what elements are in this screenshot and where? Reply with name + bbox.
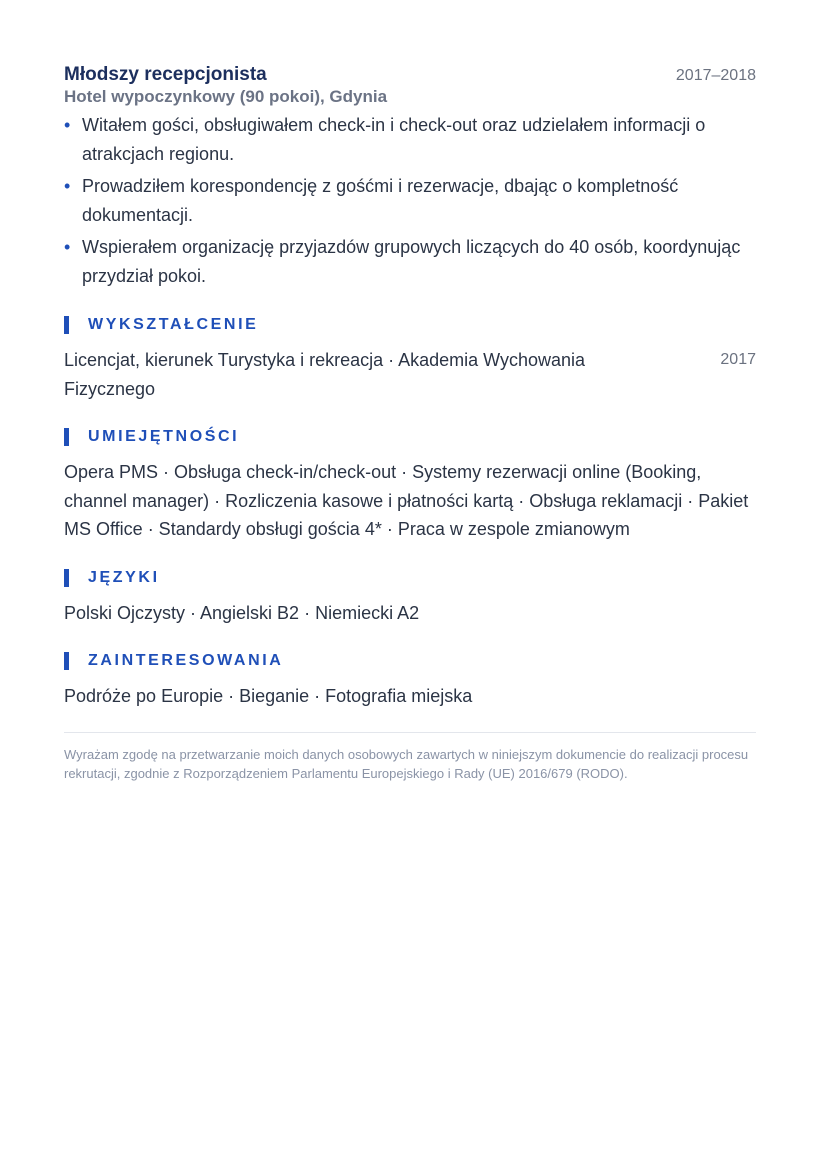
list-item: [64, 111, 756, 169]
bullet-text: Wspierałem organizację przyjazdów grupowych liczących do 40 osób, koordynując przydział pokoi.: [82, 237, 741, 286]
interests-text: Podróże po Europie · Bieganie · Fotografia miejska: [64, 686, 473, 706]
section-marker: [64, 569, 69, 587]
consent-clause: Wyrażam zgodę na przetwarzanie moich danych osobowych zawartych w niniejszym dokumencie do realizacji procesu rekrutacji, zgodnie z Rozporządzeniem Parlamentu Europejskiego i Rady (UE) 2016/679 (RODO).: [64, 746, 749, 781]
education-year: 2017: [720, 351, 756, 368]
section-header: [64, 315, 756, 335]
section-title: WYKSZTAŁCENIE: [88, 316, 259, 333]
languages-section: [64, 568, 756, 628]
section-title: ZAINTERESOWANIA: [88, 652, 284, 669]
section-marker: [64, 652, 69, 670]
languages-text: Polski Ojczysty · Angielski B2 · Niemiecki A2: [64, 602, 420, 623]
education-text: Licencjat, kierunek Turystyka i rekreacja · Akademia Wychowania Fizycznego: [64, 350, 586, 399]
bullet-text: Witałem gości, obsługiwałem check-in i check-out oraz udzielałem informacji o atrakcjach regionu.: [82, 115, 706, 164]
list-item: [64, 233, 756, 291]
job-company: Hotel wypoczynkowy (90 pokoi), Gdynia: [64, 87, 388, 106]
divider: [64, 732, 756, 733]
education-entry: [64, 346, 756, 403]
skills-section: [64, 427, 756, 544]
job-entry: [64, 64, 756, 291]
bullet-icon: •: [64, 176, 71, 196]
interests-section: [64, 651, 756, 711]
bullet-icon: •: [64, 237, 71, 257]
section-marker: [64, 428, 69, 446]
job-title: Młodszy recepcjonista: [64, 64, 267, 85]
education-section: [64, 315, 756, 403]
bullet-icon: •: [64, 115, 71, 135]
job-dates: 2017–2018: [675, 67, 756, 84]
bullet-text: Prowadziłem korespondencję z gośćmi i rezerwacje, dbając o kompletność dokumentacji.: [82, 176, 679, 225]
section-title: JĘZYKI: [88, 568, 160, 586]
section-header: [64, 568, 756, 588]
job-bullet-list: [64, 111, 756, 291]
section-title: UMIEJĘTNOŚCI: [88, 428, 240, 445]
skills-text: Opera PMS · Obsługa check-in/check-out · Systemy rezerwacji online (Booking, channel manager) · Rozliczenia kasowe i płatności kartą · Obsługa reklamacji · Pakiet MS Office · Standardy obsługi gościa 4* · Praca w zespole zmianowym: [64, 462, 749, 539]
section-marker: [64, 316, 69, 334]
job-header: [64, 64, 756, 87]
section-header: [64, 427, 756, 447]
list-item: [64, 172, 756, 230]
section-header: [64, 651, 756, 671]
